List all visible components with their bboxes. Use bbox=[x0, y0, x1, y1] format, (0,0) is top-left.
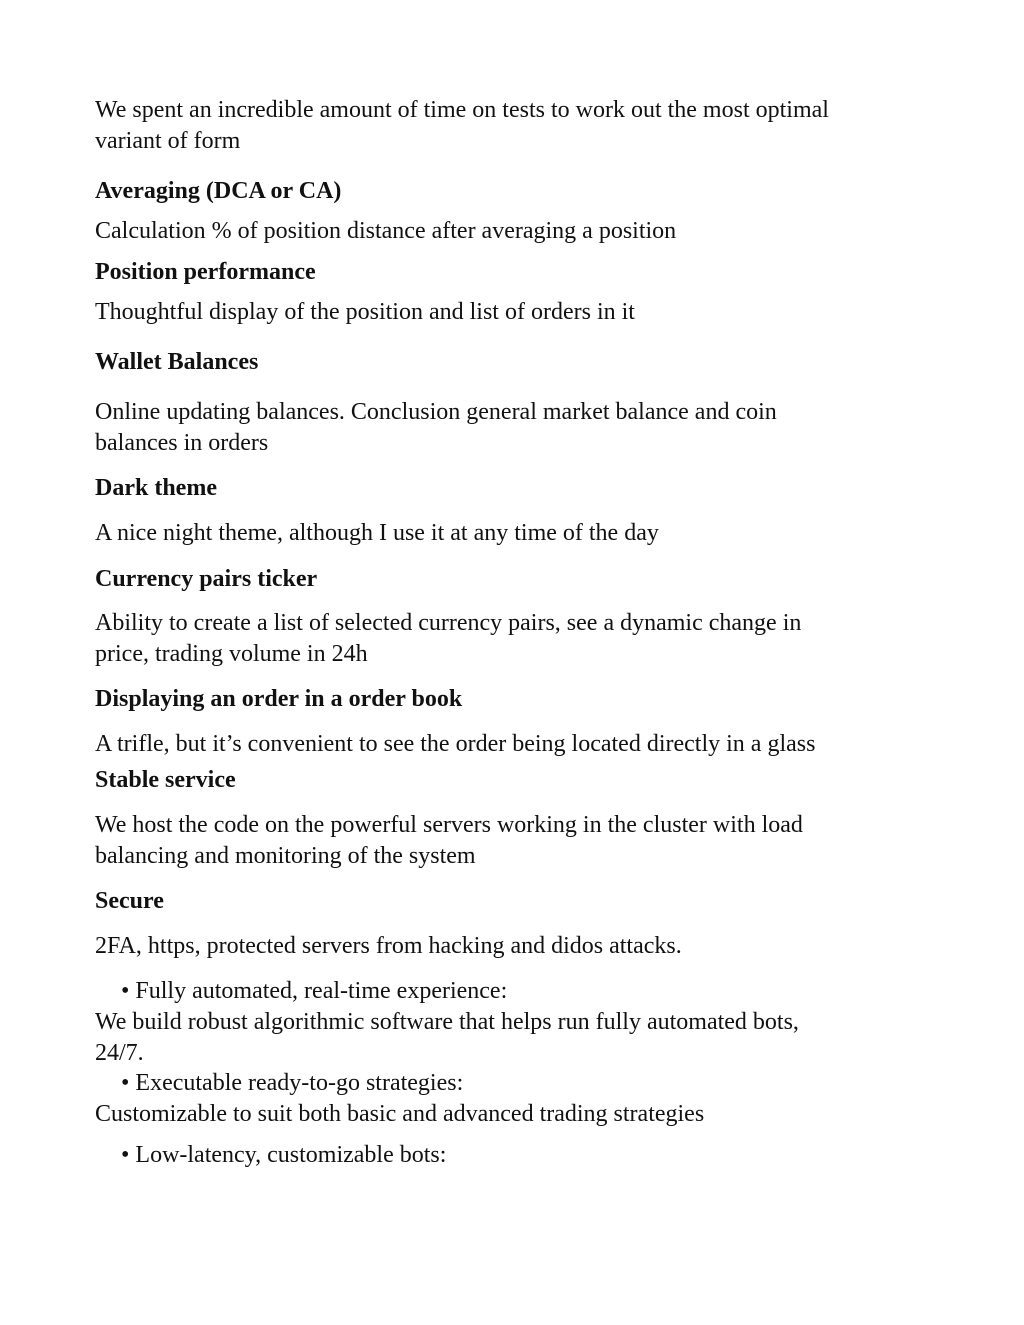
bullet-fully-automated-text-line-2: 24/7. bbox=[95, 1040, 144, 1066]
heading-currency-pairs-ticker: Currency pairs ticker bbox=[95, 566, 318, 592]
bullet-low-latency-bots: • Low-latency, customizable bots: bbox=[121, 1142, 447, 1168]
desc-averaging: Calculation % of position distance after averaging a position bbox=[95, 218, 677, 244]
intro-text-line-1: We spent an incredible amount of time on tests to work out the most optimal bbox=[95, 97, 829, 123]
desc-secure: 2FA, https, protected servers from hacking and didos attacks. bbox=[95, 933, 682, 959]
heading-secure: Secure bbox=[95, 888, 164, 914]
bullet-fully-automated: • Fully automated, real-time experience: bbox=[121, 978, 508, 1004]
desc-order-book: A trifle, but it’s convenient to see the order being located directly in a glass bbox=[95, 731, 816, 757]
heading-stable-service: Stable service bbox=[95, 767, 236, 793]
desc-wallet-balances-line-2: balances in orders bbox=[95, 430, 269, 456]
heading-dark-theme: Dark theme bbox=[95, 475, 217, 501]
heading-averaging: Averaging (DCA or CA) bbox=[95, 178, 342, 204]
heading-position-performance: Position performance bbox=[95, 259, 316, 285]
heading-order-book: Displaying an order in a order book bbox=[95, 686, 463, 712]
heading-wallet-balances: Wallet Balances bbox=[95, 349, 259, 375]
desc-wallet-balances-line-1: Online updating balances. Conclusion general market balance and coin bbox=[95, 399, 777, 425]
desc-currency-pairs-line-2: price, trading volume in 24h bbox=[95, 641, 368, 667]
bullet-executable-strategies: • Executable ready-to-go strategies: bbox=[121, 1070, 464, 1096]
desc-stable-service-line-1: We host the code on the powerful servers working in the cluster with load bbox=[95, 812, 803, 838]
desc-currency-pairs-line-1: Ability to create a list of selected currency pairs, see a dynamic change in bbox=[95, 610, 802, 636]
desc-stable-service-line-2: balancing and monitoring of the system bbox=[95, 843, 476, 869]
desc-dark-theme: A nice night theme, although I use it at any time of the day bbox=[95, 520, 659, 546]
intro-text-line-2: variant of form bbox=[95, 128, 241, 154]
bullet-fully-automated-text-line-1: We build robust algorithmic software that helps run fully automated bots, bbox=[95, 1009, 799, 1035]
desc-position-performance: Thoughtful display of the position and list of orders in it bbox=[95, 299, 635, 325]
bullet-executable-strategies-text: Customizable to suit both basic and advanced trading strategies bbox=[95, 1101, 705, 1127]
